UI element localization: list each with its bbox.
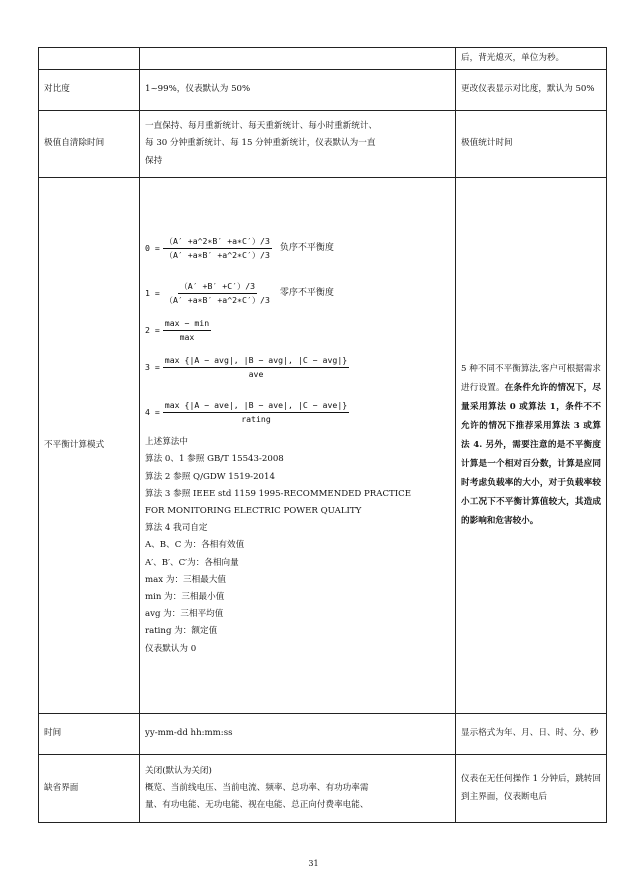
formula-2: 2 = $\frac{\max - \min}{\max}$ bbox=[145, 318, 210, 343]
formula-1: 1 = $\frac{(A' +B' +C')/3}{(A' +a∗B' +a\^{}2∗C')/3}$ 零序不平衡度 bbox=[145, 281, 334, 306]
row-label: 不平衡计算模式 bbox=[39, 178, 140, 714]
formula-4: 4 = $\frac{\text{max \{|A − ave|, |B − ave|, |C − ave|\}}}{\text{rating}}$ bbox=[145, 400, 348, 425]
parameter-table bbox=[38, 47, 607, 823]
table-row bbox=[39, 48, 607, 70]
row-content: 关闭(默认为关闭) 概览、当前线电压、当前电流、频率、总功率、有功功率需 量、有功电能、无功电能、视在电能、总正向付费率电能、 bbox=[140, 755, 456, 823]
row-label: 时间 bbox=[39, 714, 140, 755]
formula-3: 3 = $\frac{\text{max \{|A − avg|, |B − avg|, |C − avg|\}}}{\text{ave}}$ bbox=[145, 355, 348, 380]
row-note: 更改仪表显示对比度，默认为 50% bbox=[456, 70, 607, 111]
row-content: 1~99%，仪表默认为 50% bbox=[140, 70, 456, 111]
formula-0: 0 = $\frac{(A' +a\^{}2∗B' +a∗C')/3}{(A' +a∗B' +a\^{}2∗C')/3}$ 负序不平衡度 bbox=[145, 236, 334, 261]
row-content: 0 = $\frac{(A' +a\^{}2∗B' +a∗C')/3}{(A' +a∗B' +a\^{}2∗C')/3}$ 负序不平衡度 1 = $\frac{(A' +B' +C')/3}{(A' +a∗B' +a\^{}2∗C')/3}$ 零序不平衡度 2 = $\frac{\max - \min}{\max}$ 3 = $\frac{\text{max \{|A − avg|, |B − avg|, |C − avg|\}}}{\text{ave}}$ 4 = $\frac{\text{max \{|A − ave|, |B − ave|, |C − ave|\}}}{\text{rating}}$ 上述算法中 算法 0、1 参照 GB/T 15543-2008 算法 2 参照 Q/GDW 1519-2014 算法 3 参照 IEEE std 1159 1995-RECOMMENDED PRACTICE FOR MONITORING ELECTRIC POWER QUALITY 算法 4 我司自定 A、B、C 为：各相有效值 A′、B′、C′为：各相向量 max 为：三相最大值 min 为：三相最小值 avg 为：三相平均值 rating 为：额定值 仪表默认为 0 bbox=[140, 178, 456, 714]
row-content: 一直保持、每月重新统计、每天重新统计、每小时重新统计、 每 30 分钟重新统计、每 15 分钟重新统计，仪表默认为一直 保持 bbox=[140, 111, 456, 178]
row-label bbox=[39, 48, 140, 70]
row-content: yy-mm-dd hh:mm:ss bbox=[140, 714, 456, 755]
row-label: 对比度 bbox=[39, 70, 140, 111]
row-label: 极值自清除时间 bbox=[39, 111, 140, 178]
row-label: 缺省界面 bbox=[39, 755, 140, 823]
table-row bbox=[39, 714, 607, 755]
table-row bbox=[39, 70, 607, 111]
row-note: 5 种不同不平衡算法,客户可根据需求进行设置。在条件允许的情况下，尽量采用算法 0 或算法 1，条件不不允许的情况下推荐采用算法 3 或算法 4. 另外，需要注意的是不平衡度计算是一个相对百分数，计算是应同时考虑负载率的大小，对于负载率较小工况下不平衡计算值较大，其造成的影响和危害较小。 bbox=[456, 178, 607, 714]
page-number: 31 bbox=[308, 859, 319, 868]
row-note: 后，背光熄灭，单位为秒。 bbox=[456, 48, 607, 70]
table-row bbox=[39, 111, 607, 178]
row-note: 显示格式为年、月、日、时、分、秒 bbox=[456, 714, 607, 755]
row-content bbox=[140, 48, 456, 70]
table-row bbox=[39, 178, 607, 714]
row-note: 极值统计时间 bbox=[456, 111, 607, 178]
row-note: 仪表在无任何操作 1 分钟后，跳转回到主界面，仪表断电后 bbox=[456, 755, 607, 823]
table-row bbox=[39, 755, 607, 823]
